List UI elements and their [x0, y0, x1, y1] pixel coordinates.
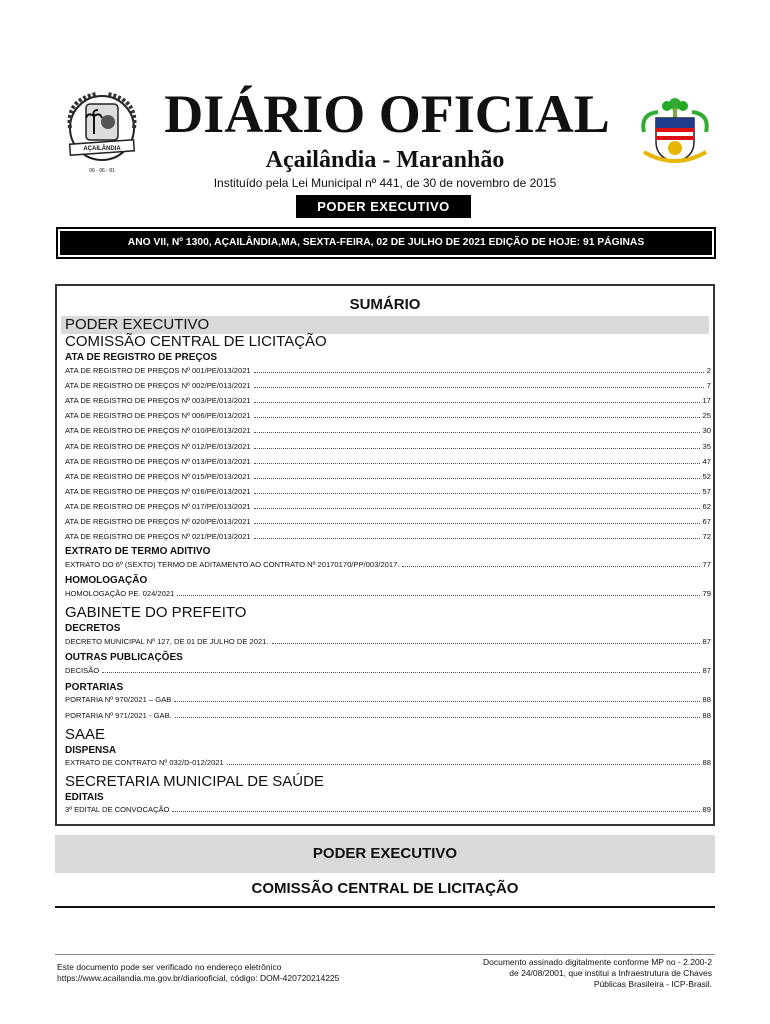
- subheading-outras: OUTRAS PUBLICAÇÕES: [65, 652, 183, 663]
- footer-verification-line1: Este documento pode ser verificado no endereço eletrônico: [57, 962, 282, 972]
- toc-entry-label: ATA DE REGISTRO DE PREÇOS Nº 016/PE/013/2021: [65, 486, 251, 496]
- toc-entry-label: ATA DE REGISTRO DE PREÇOS Nº 010/PE/013/2021: [65, 426, 251, 436]
- toc-entry-ata[interactable]: [65, 471, 711, 482]
- subheading-editais: EDITAIS: [65, 792, 104, 803]
- toc-leader: [177, 595, 699, 596]
- toc-entry-label: DECRETO MUNICIPAL Nº 127, DE 01 DE JULHO DE 2021.: [65, 637, 269, 646]
- subheading-homologacao: HOMOLOGAÇÃO: [65, 575, 148, 586]
- toc-entry-homologacao[interactable]: [65, 588, 711, 599]
- section-gabinete: GABINETE DO PREFEITO: [65, 604, 247, 621]
- toc-leader: [254, 432, 700, 433]
- toc-entry-portaria-971[interactable]: [65, 710, 711, 721]
- section-bar-poder-executivo: PODER EXECUTIVO: [61, 316, 709, 334]
- subheading-ata: ATA DE REGISTRO DE PREÇOS: [65, 352, 218, 363]
- instituted-line: Instituído pela Lei Municipal nº 441, de 30 de novembro de 2015: [213, 176, 557, 190]
- toc-leader: [254, 538, 700, 539]
- toc-entry-label: DECISÃO: [65, 666, 100, 675]
- toc-leader: [254, 387, 704, 388]
- toc-leader: [254, 448, 700, 449]
- toc-entry-label: PORTARIA Nº 970/2021 – GAB: [65, 695, 172, 704]
- subheading-dispensa: DISPENSA: [65, 745, 117, 756]
- power-banner: PODER EXECUTIVO: [296, 195, 471, 218]
- toc-entry-page: 7: [706, 381, 711, 391]
- toc-entry-edital[interactable]: [65, 804, 711, 815]
- toc-entry-page: 30: [702, 426, 711, 436]
- toc-entry-decreto[interactable]: [65, 636, 711, 647]
- toc-entry-page: 25: [702, 411, 711, 421]
- section-commission: COMISSÃO CENTRAL DE LICITAÇÃO: [65, 333, 327, 350]
- toc-leader: [254, 463, 700, 464]
- toc-entry-page: 57: [702, 486, 711, 496]
- state-coat-of-arms-icon: [636, 92, 714, 164]
- municipal-coat-of-arms-icon: [56, 88, 148, 176]
- toc-entry-page: 77: [702, 560, 711, 569]
- toc-entry-page: 52: [702, 471, 711, 481]
- footer-verification: [57, 962, 407, 984]
- toc-leader: [175, 717, 700, 718]
- toc-entry-page: 88: [702, 695, 711, 704]
- toc-entry-label: ATA DE REGISTRO DE PREÇOS Nº 003/PE/013/2021: [65, 396, 251, 406]
- toc-leader: [102, 672, 699, 673]
- toc-entry-page: 79: [702, 589, 711, 598]
- toc-entry-ata[interactable]: [65, 501, 711, 512]
- edition-info: ANO VII, Nº 1300, AÇAILÂNDIA,MA, SEXTA-FEIRA, 02 DE JULHO DE 2021 EDIÇÃO DE HOJE: 91 PÁGINAS: [60, 231, 712, 255]
- toc-entry-page: 67: [702, 517, 711, 526]
- toc-entry-ata[interactable]: [65, 486, 711, 497]
- subheading-decretos: DECRETOS: [65, 623, 121, 634]
- toc-leader: [254, 523, 700, 524]
- toc-entry-page: 87: [702, 666, 711, 675]
- toc-entry-page: 2: [706, 366, 711, 375]
- emblem-date-text: 06 - 06 - 81: [89, 168, 115, 174]
- footer-signature-line2: de 24/08/2001, que institui a Infraestrutura de Chaves: [509, 968, 712, 978]
- toc-entry-decisao[interactable]: [65, 665, 711, 676]
- footer-signature: [420, 957, 712, 990]
- toc-entry-page: 88: [702, 711, 711, 720]
- toc-entry-page: 89: [702, 805, 711, 814]
- toc-leader: [174, 701, 699, 702]
- toc-entry-ata[interactable]: [65, 380, 711, 391]
- summary-box: [55, 284, 715, 826]
- toc-entry-ata[interactable]: [65, 395, 711, 406]
- masthead: [0, 0, 770, 248]
- toc-entry-page: 35: [702, 441, 711, 451]
- footer-signature-line1: Documento assinado digitalmente conforme MP no - 2.200-2: [483, 957, 712, 967]
- toc-leader: [254, 508, 700, 509]
- toc-leader: [272, 643, 700, 644]
- toc-entry-ata[interactable]: [65, 441, 711, 452]
- summary-title: SUMÁRIO: [349, 296, 421, 313]
- subheading-portarias: PORTARIAS: [65, 682, 124, 693]
- footer-signature-line3: Públicas Brasileira - ICP-Brasil.: [593, 979, 712, 989]
- toc-entry-dispensa[interactable]: [65, 757, 711, 768]
- newspaper-title: DIÁRIO OFICIAL: [164, 84, 610, 144]
- toc-leader: [254, 478, 700, 479]
- toc-entry-ata[interactable]: [65, 516, 711, 527]
- section-bar-bottom: PODER EXECUTIVO: [55, 835, 715, 873]
- toc-entry-ata[interactable]: [65, 365, 711, 376]
- toc-leader: [254, 417, 700, 418]
- toc-entry-label: ATA DE REGISTRO DE PREÇOS Nº 013/PE/013/2021: [65, 456, 251, 466]
- toc-entry-ata[interactable]: [65, 410, 711, 421]
- toc-leader: [402, 566, 699, 567]
- section-saae: SAAE: [65, 726, 106, 743]
- toc-entry-ata[interactable]: [65, 456, 711, 467]
- footer-verification-line2[interactable]: https://www.acailandia.ma.gov.br/diariooficial, código: DOM-420720214225: [57, 973, 340, 983]
- toc-entry-label: HOMOLOGAÇÃO PE. 024/2021: [65, 589, 175, 598]
- toc-entry-label: ATA DE REGISTRO DE PREÇOS Nº 002/PE/013/2021: [65, 381, 251, 391]
- toc-entry-label: ATA DE REGISTRO DE PREÇOS Nº 020/PE/013/2021: [65, 517, 251, 526]
- toc-entry-label: EXTRATO DE CONTRATO Nº 032/D-012/2021: [65, 758, 224, 767]
- footer-divider: [55, 954, 715, 955]
- toc-leader: [254, 493, 700, 494]
- section-heading-commission: COMISSÃO CENTRAL DE LICITAÇÃO: [251, 880, 519, 897]
- toc-leader: [227, 764, 700, 765]
- section-saude: SECRETARIA MUNICIPAL DE SAÚDE: [65, 773, 324, 790]
- toc-entry-page: 88: [702, 758, 711, 767]
- toc-entry-label: ATA DE REGISTRO DE PREÇOS Nº 006/PE/013/2021: [65, 411, 251, 421]
- toc-entry-ata[interactable]: [65, 425, 711, 436]
- toc-entry-page: 17: [702, 396, 711, 406]
- toc-leader: [172, 811, 699, 812]
- toc-entry-label: ATA DE REGISTRO DE PREÇOS Nº 021/PE/013/2021: [65, 532, 251, 542]
- toc-entry-portaria-970[interactable]: [65, 694, 711, 705]
- toc-entry-label: ATA DE REGISTRO DE PREÇOS Nº 015/PE/013/2021: [65, 471, 251, 481]
- toc-entry-page: 47: [702, 456, 711, 466]
- divider: [55, 906, 715, 908]
- toc-entry-label: 3º EDITAL DE CONVOCAÇÃO: [65, 805, 170, 814]
- toc-entry-page: 62: [702, 501, 711, 511]
- toc-entry-label: EXTRATO DO 6º (SEXTO) TERMO DE ADITAMENTO AO CONTRATO Nº 20170170/PP/003/2017.: [65, 560, 400, 569]
- toc-leader: [254, 372, 704, 373]
- toc-entry-label: ATA DE REGISTRO DE PREÇOS Nº 012/PE/013/2021: [65, 441, 251, 451]
- newspaper-subtitle: Açailândia - Maranhão: [265, 147, 505, 173]
- toc-entry-label: ATA DE REGISTRO DE PREÇOS Nº 017/PE/013/2021: [65, 501, 251, 511]
- toc-entry-label: ATA DE REGISTRO DE PREÇOS Nº 001/PE/013/2021: [65, 366, 251, 375]
- toc-entry-label: PORTARIA Nº 971/2021 - GAB.: [65, 711, 172, 720]
- toc-entry-ata[interactable]: [65, 531, 711, 542]
- toc-leader: [254, 402, 700, 403]
- emblem-ribbon-text: AÇAILÂNDIA: [83, 146, 121, 152]
- subheading-extrato: EXTRATO DE TERMO ADITIVO: [65, 546, 211, 557]
- toc-entry-page: 87: [702, 637, 711, 646]
- toc-entry-extrato[interactable]: [65, 559, 711, 570]
- edition-bar: [56, 227, 716, 259]
- toc-entry-page: 72: [702, 532, 711, 542]
